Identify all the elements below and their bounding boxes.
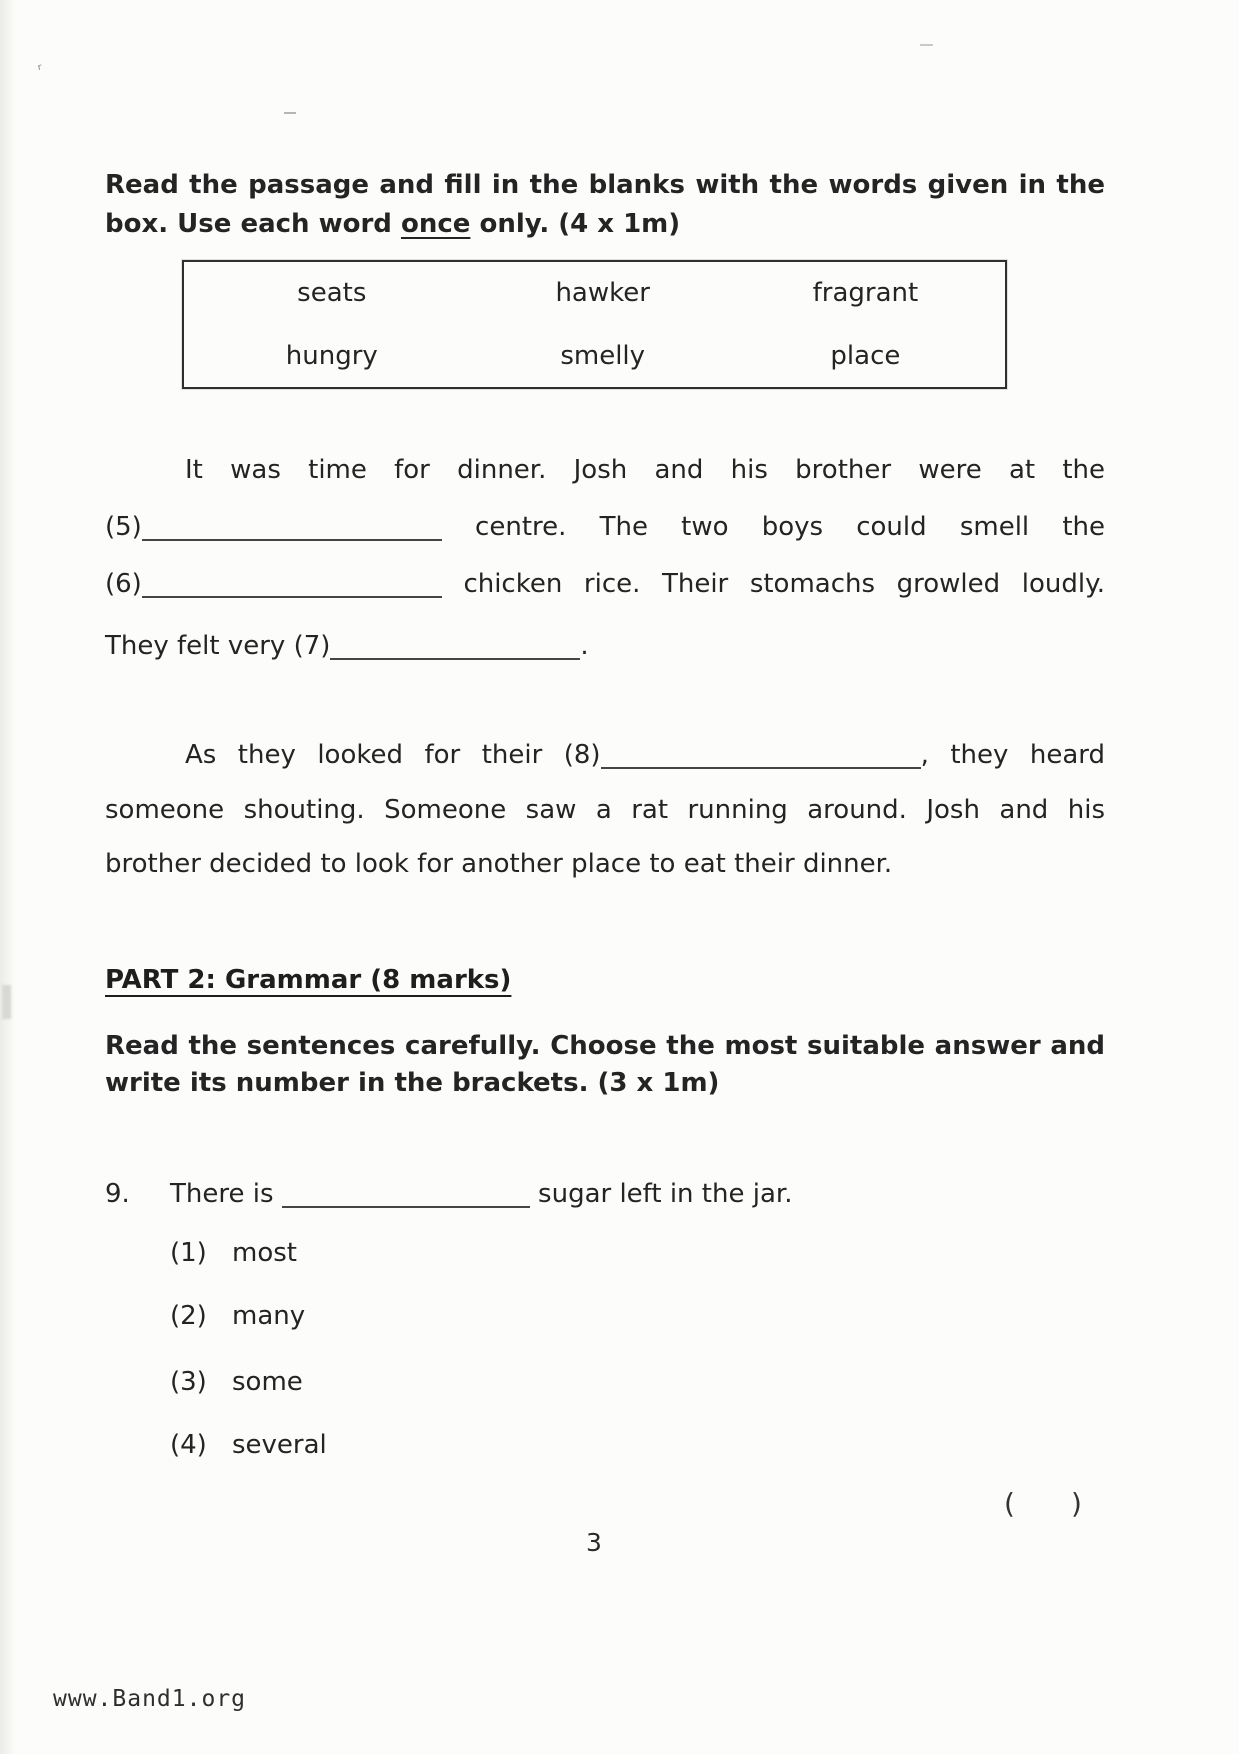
option-label: most [232,1238,297,1268]
underlined-word-once: once [400,209,471,239]
instruction-text: only. (4 x 1m) [479,209,681,239]
passage-line: brother decided to look for another place to eat their dinner. [105,849,893,879]
scan-artifact-smudge [2,985,11,1019]
option-label: many [232,1301,306,1331]
word-box-word: fragrant [812,278,919,309]
word-box-word: smelly [560,340,646,371]
passage-text: centre. The two boys could smell the [475,512,1106,542]
passage-line [105,739,1105,771]
answer-brackets [1004,1487,1082,1520]
answer-blank-8 [601,762,921,769]
answer-blank-q9 [282,1201,530,1208]
word-box-word: hungry [285,340,378,371]
question-9 [105,1178,1105,1210]
passage-text: As they looked for their (8) [185,740,601,770]
instruction-text: box. Use each word [105,209,392,239]
passage-text: , they heard [920,740,1105,770]
answer-blank-7 [330,653,580,660]
option-label: some [232,1367,303,1397]
part2-instruction-line2: write its number in the brackets. (3 x 1m) [105,1068,720,1098]
bracket-open: ( [1004,1487,1015,1520]
part1-instruction-line2 [105,208,1105,240]
option-label: several [232,1430,327,1460]
passage-line [105,630,1105,662]
page-number: 3 [586,1528,602,1557]
option-4 [170,1429,770,1461]
answer-blank-5 [142,534,442,541]
scan-edge-shading [0,0,16,1754]
question-number: 9. [105,1179,130,1209]
passage-line [105,511,1105,543]
option-1 [170,1237,770,1269]
part2-heading: PART 2: Grammar (8 marks) [105,965,512,995]
question-text: sugar left in the jar. [538,1179,793,1209]
passage-text: chicken rice. Their stomachs growled loudly. [463,569,1106,599]
passage-line [105,568,1105,600]
part1-instruction-line1: Read the passage and fill in the blanks with the words given in the [105,170,1105,200]
scan-artifact-dash [920,44,933,46]
passage-text: . [580,631,589,661]
word-box [182,260,1007,389]
blank-number-6: (6) [105,569,142,599]
blank-number-5: (5) [105,512,142,542]
question-text: There is [170,1179,274,1209]
option-number: (3) [170,1367,207,1397]
option-number: (1) [170,1238,207,1268]
scan-artifact-dash [284,112,296,114]
option-2 [170,1300,770,1332]
option-3 [170,1366,770,1398]
word-box-word: hawker [555,278,650,309]
answer-blank-6 [142,591,442,598]
scan-artifact-corner-mark: ʳ [36,59,44,80]
passage-line: someone shouting. Someone saw a rat running around. Josh and his [105,795,1105,825]
passage-line: It was time for dinner. Josh and his brother were at the [185,455,1105,485]
word-box-word: place [830,340,901,371]
option-number: (2) [170,1301,207,1331]
bracket-close: ) [1070,1487,1082,1520]
passage-text: They felt very (7) [105,631,331,661]
footer-url: www.Band1.org [53,1686,247,1712]
option-number: (4) [170,1430,207,1460]
part2-instruction-line1: Read the sentences carefully. Choose the most suitable answer and [105,1031,1105,1061]
word-box-word: seats [297,278,367,309]
